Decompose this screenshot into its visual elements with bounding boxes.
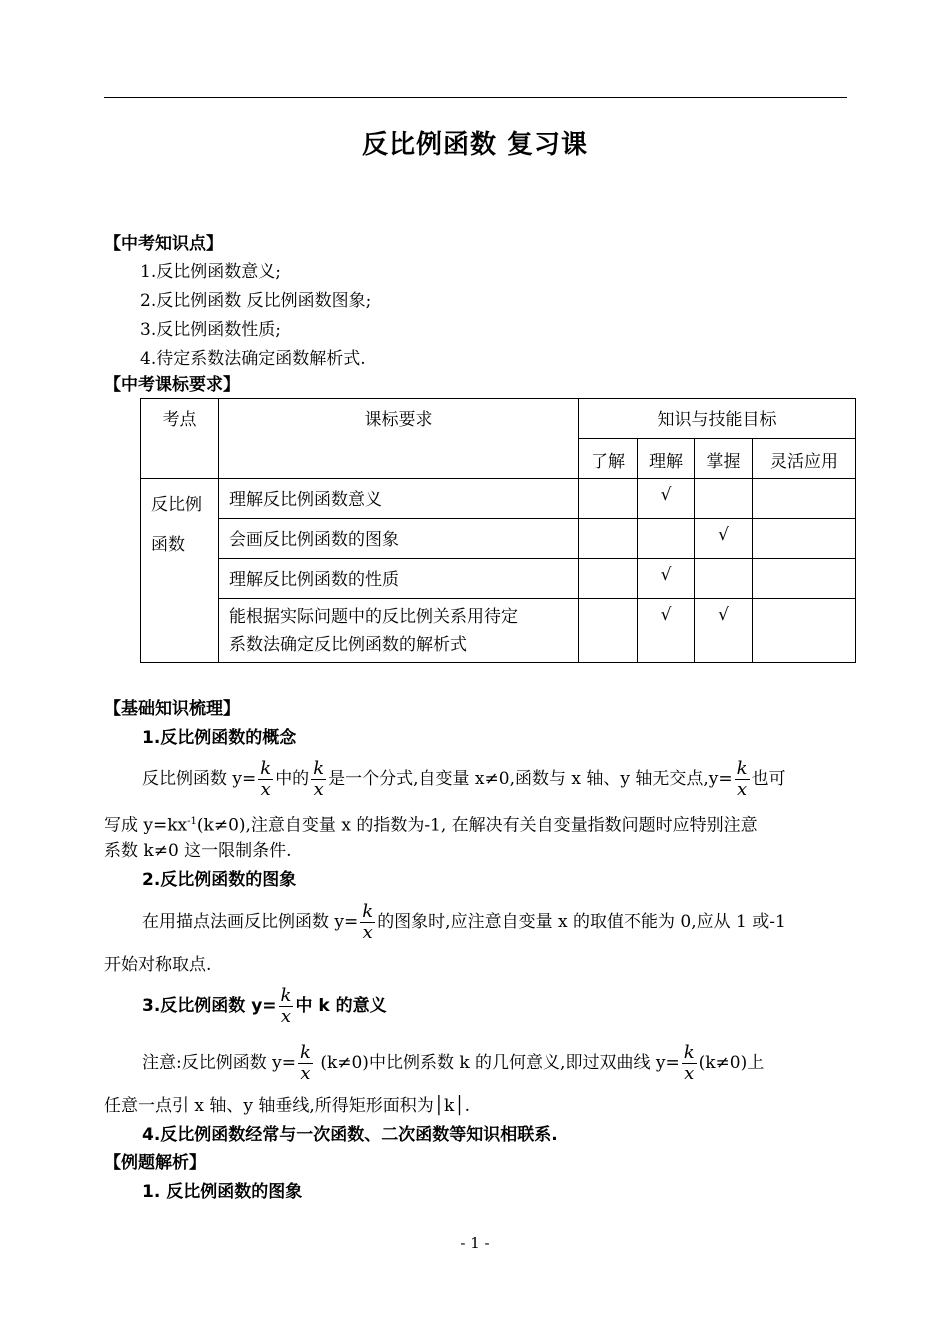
basics-paragraph-3-line-1: 注意:反比例函数 y= $\frac{k}{x}$ (k≠0)中比例系数 k 的几何意义,即过双曲线 y= $\frac{k}{x}$ (k≠0)上 — [142, 1042, 765, 1084]
row-2-mark — [638, 519, 695, 559]
topic-line-1: 反比例 — [151, 495, 202, 515]
header-level-comprehend: 理解 — [638, 439, 695, 479]
header-point: 考点 — [141, 399, 219, 479]
basics-heading: 【基础知识梳理】 — [104, 699, 240, 719]
basics-paragraph-2-line-1: 在用描点法画反比例函数 y= $\frac{k}{x}$ 的图象时,应注意自变量 x 的取值不能为 0,应从 1 或-1 — [142, 901, 786, 943]
knowledge-item-2: 2.反比例函数 反比例函数图象; — [140, 291, 372, 311]
row-1-mark: √ — [638, 479, 695, 519]
row-3-requirement: 理解反比例函数的性质 — [219, 559, 579, 599]
row-1-requirement: 理解反比例函数意义 — [219, 479, 579, 519]
row-3-mark: √ — [638, 559, 695, 599]
row-4-requirement-line-1: 能根据实际问题中的反比例关系用待定 — [229, 607, 518, 627]
fraction-k-over-x: $\frac{k}{x}$ — [280, 984, 292, 1027]
page-number: - 1 - — [460, 1234, 490, 1252]
examples-heading: 【例题解析】 — [104, 1153, 206, 1173]
basics-subheading-4: 4.反比例函数经常与一次函数、二次函数等知识相联系. — [142, 1125, 558, 1145]
topic-cell — [141, 479, 219, 663]
row-2-mark — [579, 519, 638, 559]
fraction-k-over-x: $\frac{k}{x}$ — [683, 1042, 695, 1084]
row-3-mark — [695, 559, 753, 599]
fraction-k-over-x: $\frac{k}{x}$ — [736, 758, 748, 800]
basics-paragraph-3-line-2: 任意一点引 x 轴、y 轴垂线,所得矩形面积为│k│. — [104, 1096, 470, 1116]
row-4-requirement-line-2: 系数法确定反比例函数的解析式 — [229, 635, 467, 655]
fraction-k-over-x: $\frac{k}{x}$ — [313, 758, 325, 800]
knowledge-heading: 【中考知识点】 — [104, 234, 223, 254]
fraction-k-over-x: $\frac{k}{x}$ — [362, 901, 374, 943]
row-1-mark — [695, 479, 753, 519]
standard-heading: 【中考课标要求】 — [104, 375, 240, 395]
row-3-mark — [753, 559, 856, 599]
basics-subheading-3: 3.反比例函数 y= $\frac{k}{x}$ 中 k 的意义 — [142, 984, 387, 1027]
knowledge-item-4: 4.待定系数法确定函数解析式. — [140, 349, 366, 369]
row-4-mark: √ — [695, 599, 753, 663]
basics-paragraph-1-line-2: 写成 $y=kx^{-1}(k\ne 0)$,注意自变量 x 的指数为-1, 在解决有关自变量指数问题时应特别注意 — [104, 815, 758, 836]
header-level-master: 掌握 — [695, 439, 753, 479]
row-4-mark — [753, 599, 856, 663]
basics-paragraph-2-line-2: 开始对称取点. — [104, 955, 212, 975]
knowledge-item-1: 1.反比例函数意义; — [140, 262, 281, 282]
row-2-requirement: 会画反比例函数的图象 — [219, 519, 579, 559]
header-level-understand: 了解 — [579, 439, 638, 479]
requirements-table — [140, 398, 856, 663]
header-goal: 知识与技能目标 — [579, 399, 856, 439]
basics-paragraph-1-line-3: 系数 k≠0 这一限制条件. — [104, 841, 292, 861]
row-1-mark — [579, 479, 638, 519]
row-2-mark — [753, 519, 856, 559]
fraction-k-over-x: $\frac{k}{x}$ — [299, 1042, 311, 1084]
topic-line-2: 函数 — [151, 535, 185, 555]
header-level-apply: 灵活应用 — [753, 439, 856, 479]
row-2-mark: √ — [695, 519, 753, 559]
basics-subheading-2: 2.反比例函数的图象 — [142, 870, 297, 890]
header-rule — [104, 97, 847, 98]
row-1-mark — [753, 479, 856, 519]
row-4-mark: √ — [638, 599, 695, 663]
page-title: 反比例函数 复习课 — [361, 130, 589, 160]
header-requirement: 课标要求 — [219, 399, 579, 479]
row-4-mark — [579, 599, 638, 663]
knowledge-item-3: 3.反比例函数性质; — [140, 320, 281, 340]
examples-subheading-1: 1. 反比例函数的图象 — [142, 1182, 303, 1202]
basics-subheading-1: 1.反比例函数的概念 — [142, 728, 297, 748]
row-3-mark — [579, 559, 638, 599]
row-4-requirement — [219, 599, 579, 663]
basics-paragraph-1-line-1: 反比例函数 y= $\frac{k}{x}$ 中的 $\frac{k}{x}$ 是一个分式,自变量 x≠0,函数与 x 轴、y 轴无交点,y= $\frac{k}{x}$ 也可 — [142, 758, 786, 800]
fraction-k-over-x: $\frac{k}{x}$ — [260, 758, 272, 800]
